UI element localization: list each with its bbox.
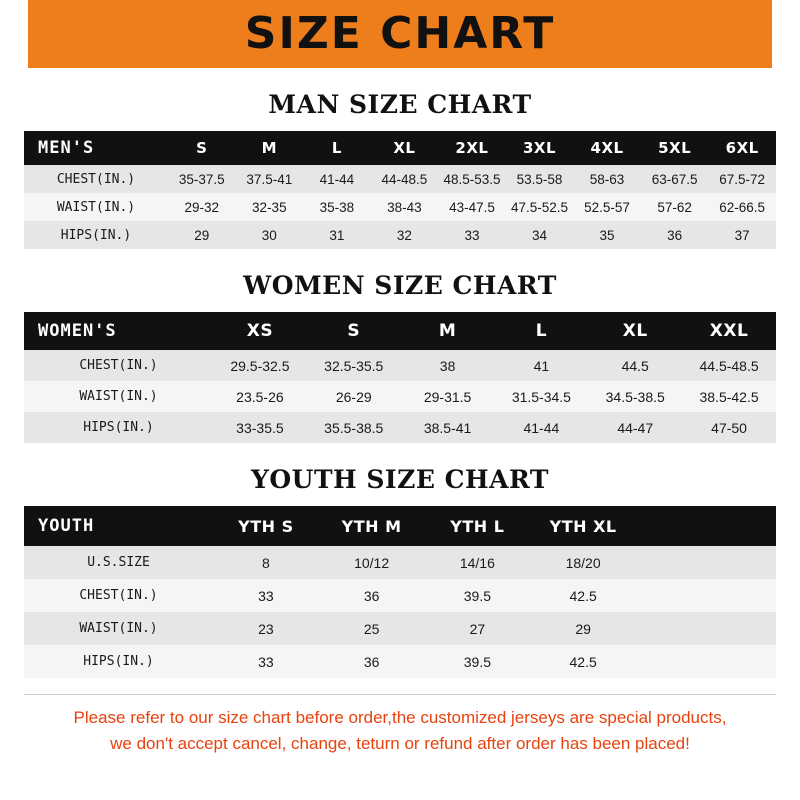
- table-cell: 35: [599, 227, 615, 243]
- table-cell-spacer: [636, 579, 776, 612]
- table-cell: 39.5: [463, 653, 491, 670]
- table-cell: 47-50: [711, 419, 747, 436]
- table-cell: 26-29: [335, 388, 372, 405]
- table-cell: 27: [469, 620, 486, 637]
- men-header-size-l: L: [331, 139, 342, 157]
- table-cell: 31: [329, 227, 345, 243]
- youth-header-size-l: YTH L: [450, 516, 505, 536]
- table-cell: 47.5-52.5: [510, 199, 569, 215]
- table-cell: 67.5-72: [719, 171, 766, 187]
- table-cell: 53.5-58: [516, 171, 563, 187]
- men-header-size-4xl: 4XL: [590, 139, 624, 157]
- header-banner: [0, 0, 800, 68]
- table-cell: 32-35: [252, 199, 287, 215]
- table-cell: 29: [194, 227, 210, 243]
- women-size-table: [24, 312, 776, 443]
- table-row: [24, 350, 776, 381]
- table-cell: 35-37.5: [178, 171, 225, 187]
- table-cell: 42.5: [569, 587, 597, 604]
- men-table-header: [24, 131, 776, 165]
- women-header-size-s: S: [347, 321, 361, 341]
- table-cell: 29.5-32.5: [230, 357, 290, 374]
- table-cell: 37: [734, 227, 750, 243]
- table-cell: 39.5: [463, 587, 491, 604]
- women-header-size-xxl: XXL: [709, 321, 749, 341]
- youth-row-label-chest: CHEST(IN.): [79, 588, 158, 603]
- men-row-label-waist: WAIST(IN.): [56, 199, 136, 215]
- men-header-size-2xl: 2XL: [455, 139, 489, 157]
- men-row-label-hips: HIPS(IN.): [60, 227, 132, 243]
- men-size-table: [24, 131, 776, 249]
- table-cell: 36: [667, 227, 683, 243]
- table-cell: 34.5-38.5: [605, 388, 665, 405]
- table-row: [24, 546, 776, 579]
- table-cell: 38.5-42.5: [699, 388, 759, 405]
- women-header-label: WOMEN'S: [38, 321, 117, 341]
- men-table-body: [24, 165, 776, 249]
- table-header-row: [24, 131, 776, 165]
- footer-note: [0, 694, 800, 756]
- table-cell: 23.5-26: [236, 388, 284, 405]
- table-cell: 8: [261, 554, 270, 571]
- table-cell: 44.5-48.5: [699, 357, 759, 374]
- page-title: SIZE CHART: [244, 8, 556, 59]
- women-table-body: [24, 350, 776, 443]
- table-row: [24, 221, 776, 249]
- table-cell: 41-44: [319, 171, 355, 187]
- men-header-size-3xl: 3XL: [522, 139, 557, 157]
- table-cell: 10/12: [354, 554, 390, 571]
- table-row: [24, 165, 776, 193]
- table-cell: 52.5-57: [584, 199, 630, 215]
- youth-section-title: YOUTH SIZE CHART: [251, 465, 549, 494]
- table-cell: 42.5: [569, 653, 597, 670]
- men-header-size-m: M: [261, 139, 278, 157]
- table-cell: 23: [258, 620, 274, 637]
- table-cell: 29: [575, 620, 591, 637]
- women-size-section: [0, 271, 800, 443]
- table-cell: 29-31.5: [423, 388, 472, 405]
- table-cell-spacer: [636, 645, 776, 678]
- table-row: [24, 412, 776, 443]
- men-header-size-xl: XL: [393, 139, 416, 157]
- table-header-row: [24, 312, 776, 350]
- table-cell: 38-43: [387, 199, 422, 215]
- table-cell: 33-35.5: [236, 419, 284, 436]
- table-cell: 29-32: [184, 199, 220, 215]
- men-header-size-s: S: [196, 139, 208, 157]
- table-cell: 63-67.5: [651, 171, 698, 187]
- table-row: [24, 381, 776, 412]
- table-cell: 18/20: [565, 554, 601, 571]
- women-header-size-l: L: [535, 321, 548, 341]
- men-header-label: MEN'S: [38, 138, 95, 158]
- table-cell: 34: [531, 227, 548, 243]
- women-row-label-hips: HIPS(IN.): [83, 420, 154, 435]
- youth-header-spacer: [636, 506, 776, 546]
- youth-header-size-xl: YTH XL: [549, 516, 617, 536]
- youth-size-table: [24, 506, 776, 678]
- men-section-title: MAN SIZE CHART: [268, 90, 532, 119]
- women-row-label-waist: WAIST(IN.): [79, 389, 158, 404]
- women-table-header: [24, 312, 776, 350]
- table-cell: 33: [464, 227, 480, 243]
- youth-row-label-waist: WAIST(IN.): [79, 621, 158, 636]
- table-cell: 32.5-35.5: [324, 357, 384, 374]
- table-cell: 30: [261, 227, 277, 243]
- men-row-label-chest: CHEST(IN.): [56, 171, 136, 187]
- table-cell: 35-38: [319, 199, 355, 215]
- table-cell: 62-66.5: [719, 199, 766, 215]
- table-cell: 25: [363, 620, 380, 637]
- youth-header-size-s: YTH S: [238, 516, 294, 536]
- table-row: [24, 612, 776, 645]
- table-cell: 36: [363, 587, 380, 604]
- table-header-row: [24, 506, 776, 546]
- youth-size-section: [0, 465, 800, 678]
- women-header-size-xl: XL: [622, 321, 648, 341]
- table-cell: 48.5-53.5: [443, 171, 501, 187]
- table-cell-spacer: [636, 612, 776, 645]
- table-cell: 35.5-38.5: [324, 419, 384, 436]
- men-size-section: [0, 90, 800, 249]
- table-row: [24, 579, 776, 612]
- women-header-size-xs: XS: [246, 321, 274, 341]
- table-cell: 33: [258, 587, 274, 604]
- table-cell: 33: [258, 653, 274, 670]
- table-cell: 41-44: [523, 419, 560, 436]
- footer-line-2: we don't accept cancel, change, teturn or refund after order has been placed!: [110, 733, 690, 753]
- table-cell: 57-62: [657, 199, 692, 215]
- table-cell: 44-47: [617, 419, 654, 436]
- table-row: [24, 645, 776, 678]
- women-header-size-m: M: [438, 321, 457, 341]
- divider: [24, 694, 776, 695]
- youth-row-label-hips: HIPS(IN.): [83, 654, 154, 669]
- youth-table-header: [24, 506, 776, 546]
- table-cell: 58-63: [589, 171, 625, 187]
- youth-header-label: YOUTH: [38, 516, 95, 536]
- table-cell: 36: [363, 653, 380, 670]
- table-cell: 43-47.5: [449, 199, 495, 215]
- table-cell: 38.5-41: [423, 419, 472, 436]
- women-section-title: WOMEN SIZE CHART: [243, 271, 557, 300]
- men-header-size-6xl: 6XL: [725, 139, 759, 157]
- table-cell: 44-48.5: [381, 171, 428, 187]
- table-row: [24, 193, 776, 221]
- youth-table-body: [24, 546, 776, 678]
- table-cell-spacer: [636, 546, 776, 579]
- table-cell: 14/16: [459, 554, 495, 571]
- table-cell: 37.5-41: [246, 171, 293, 187]
- table-cell: 44.5: [621, 357, 649, 374]
- table-cell: 31.5-34.5: [511, 388, 571, 405]
- youth-row-label-ussize: U.S.SIZE: [87, 555, 150, 570]
- table-cell: 32: [396, 227, 412, 243]
- table-cell: 41: [533, 357, 550, 374]
- table-cell: 38: [439, 357, 456, 374]
- youth-header-size-m: YTH M: [341, 516, 402, 536]
- men-header-size-5xl: 5XL: [658, 139, 692, 157]
- footer-line-1: Please refer to our size chart before order,the customized jerseys are special products,: [73, 708, 727, 727]
- women-row-label-chest: CHEST(IN.): [79, 358, 158, 373]
